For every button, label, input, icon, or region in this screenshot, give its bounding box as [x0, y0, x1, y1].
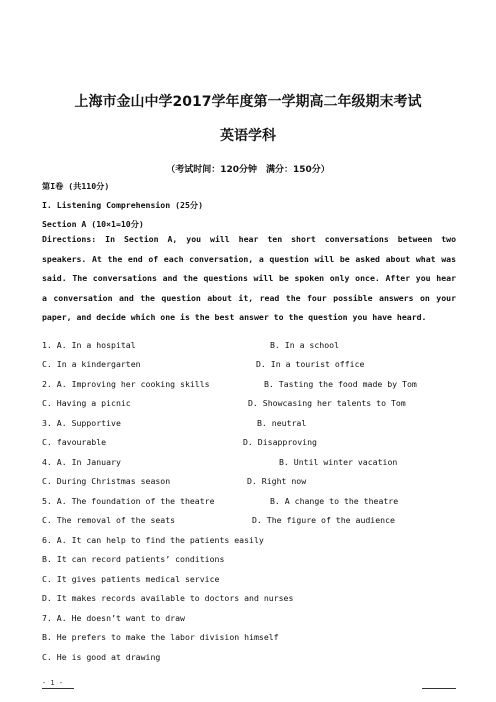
directions-text: Directions: In Section A, you will hear ten short conversations between two speakers. At the end of each conversation, a question will be asked about what was said. The conversations and the questions will be spoken only once. After you hear a conversation and the question about it, read the four possible answers on your paper, and decide which one is the best answer to the question you have heard.	[42, 234, 456, 323]
q2-option-b: B. Tasting the food made by Tom	[264, 379, 417, 389]
q5-option-b: B. A change to the theatre	[270, 496, 399, 506]
part-heading: 第I卷 (共110分)	[42, 181, 110, 191]
q1-option-b: B. In a school	[270, 340, 340, 350]
subject-title: 英语学科	[220, 128, 276, 144]
q6-option-d: D. It makes records available to doctors and nurses	[42, 593, 294, 603]
q6-option-b: B. It can record patients’ conditions	[42, 554, 225, 564]
q4-option-b: B. Until winter vacation	[279, 457, 398, 467]
exam-info: （考试时间：120分钟 满分：150分）	[166, 165, 330, 175]
q1-option-a: 1. A. In a hospital	[42, 340, 136, 350]
q7-option-a: 7. A. He doesn’t want to draw	[42, 613, 185, 623]
q4-option-a: 4. A. In January	[42, 457, 121, 467]
q2-option-c: C. Having a picnic	[42, 398, 131, 408]
q7-option-c: C. He is good at drawing	[42, 652, 161, 662]
q1-option-d: D. In a tourist office	[256, 359, 365, 369]
q3-option-b: B. neutral	[257, 418, 307, 428]
footer-left-rule	[42, 688, 74, 689]
q5-option-c: C. The removal of the seats	[42, 515, 176, 525]
q6-option-a: 6. A. It can help to find the patients easily	[42, 535, 264, 545]
listening-heading: I. Listening Comprehension (25分)	[42, 200, 203, 210]
q7-option-b: B. He prefers to make the labor division himself	[42, 632, 279, 642]
q4-option-c: C. During Christmas season	[42, 476, 171, 486]
q6-option-c: C. It gives patients medical service	[42, 574, 220, 584]
q2-option-d: D. Showcasing her talents to Tom	[248, 398, 406, 408]
q1-option-c: C. In a kindergarten	[42, 359, 141, 369]
q5-option-d: D. The figure of the audience	[252, 515, 395, 525]
page-number: - 1 -	[42, 679, 64, 687]
q3-option-a: 3. A. Supportive	[42, 418, 121, 428]
q4-option-d: D. Right now	[247, 476, 307, 486]
section-a-heading: Section A (10×1=10分)	[42, 219, 144, 229]
exam-title: 上海市金山中学2017学年度第一学期高二年级期末考试	[74, 94, 422, 110]
footer-right-rule	[422, 688, 456, 689]
q2-option-a: 2. A. Improving her cooking skills	[42, 379, 210, 389]
q3-option-c: C. favourable	[42, 437, 107, 447]
q3-option-d: D. Disapproving	[243, 437, 317, 447]
q5-option-a: 5. A. The foundation of the theatre	[42, 496, 215, 506]
